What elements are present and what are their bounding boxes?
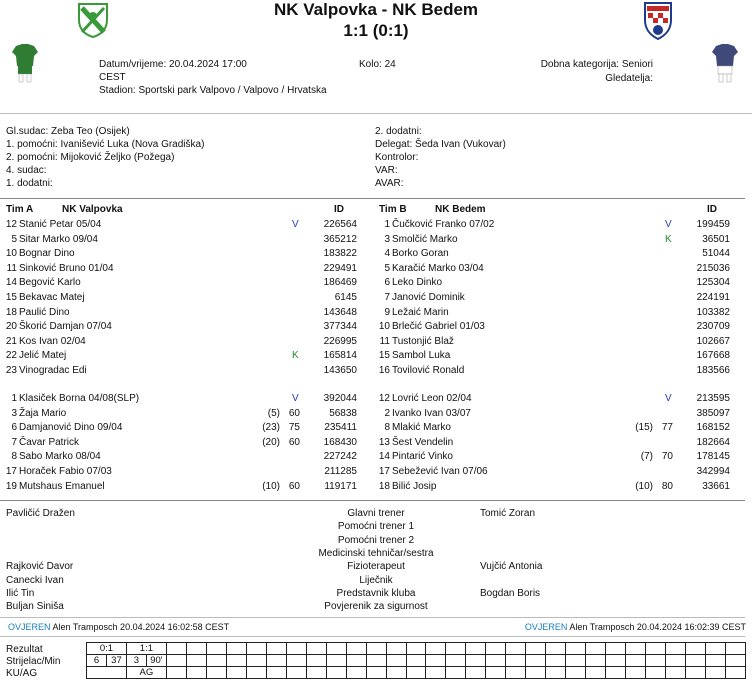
official-entry: 1. dodatni:: [6, 178, 53, 189]
goalkeeper-badge: V: [665, 393, 672, 404]
player-name: Vinogradac Edi: [19, 365, 87, 376]
empty-cell: [346, 655, 366, 667]
score-cell: 1:1: [126, 643, 166, 655]
player-id: 33661: [702, 480, 730, 492]
staff-role: Glavni trener: [347, 508, 405, 519]
player-number: 21: [5, 335, 17, 347]
empty-cell: [446, 643, 466, 655]
official-entry: Kontrolor:: [375, 152, 419, 163]
player-number: 2: [384, 407, 390, 419]
empty-cell: [546, 655, 566, 667]
empty-cell: [566, 643, 586, 655]
empty-cell: [706, 643, 726, 655]
staff-role: Liječnik: [359, 574, 393, 586]
empty-cell: [526, 655, 546, 667]
player-id: 183822: [323, 248, 357, 260]
player-number: 1: [384, 219, 390, 230]
empty-cell: [586, 667, 606, 679]
empty-cell: [386, 655, 406, 667]
player-name: Mlakić Marko: [392, 422, 451, 434]
goalkeeper-badge: V: [292, 219, 299, 230]
staff-away: Vujčić Antonia: [480, 561, 543, 573]
player-sub-for: (20): [262, 436, 280, 448]
empty-cell: [626, 643, 646, 655]
player-number: 12: [378, 393, 390, 404]
player-number: 7: [11, 436, 17, 448]
empty-cell: [286, 667, 306, 679]
empty-cell: [246, 655, 266, 667]
empty-cell: [346, 667, 366, 679]
empty-cell: [486, 667, 506, 679]
staff-home: Rajković Davor: [6, 561, 74, 573]
scorer-cell: 3: [126, 655, 146, 667]
team-b-name: NK Bedem: [435, 204, 486, 215]
player-id: 125304: [696, 277, 730, 289]
player-number: 11: [6, 262, 17, 274]
player-id: 103382: [696, 306, 730, 318]
player-name: Čavar Patrick: [19, 436, 80, 448]
divider: [0, 500, 745, 501]
player-name: Janović Dominik: [392, 292, 465, 303]
staff-home: Ilić Tin: [6, 587, 35, 599]
player-number: 3: [11, 407, 17, 419]
events-row: [87, 667, 746, 679]
player-name: Ležaić Marin: [392, 306, 449, 318]
player-sub-minute: 70: [661, 451, 673, 463]
away-crest: [643, 0, 673, 40]
empty-cell: [606, 667, 626, 679]
divider: [0, 198, 745, 199]
verification-right-status: OVJEREN: [524, 622, 568, 632]
player-name: Mutshaus Emanuel: [19, 480, 105, 492]
player-name: Bilić Josip: [392, 480, 437, 492]
team-b-id-header: ID: [707, 204, 717, 215]
empty-cell: [626, 655, 646, 667]
player-number: 3: [384, 233, 390, 245]
scorer-cell: 37: [106, 655, 126, 667]
player-name: Tustonjić Blaž: [392, 335, 454, 347]
player-name: Bekavac Matej: [19, 292, 85, 303]
empty-cell: [646, 655, 666, 667]
player-id: 226995: [323, 335, 357, 347]
player-number: 15: [378, 350, 390, 362]
match-datetime: Datum/vrijeme: 20.04.2024 17:00: [99, 59, 247, 70]
player-id: 102667: [696, 335, 730, 347]
player-number: 17: [5, 466, 17, 477]
divider: [0, 617, 745, 618]
player-name: Jelić Matej: [19, 350, 67, 362]
staff-role: Medicinski tehničar/sestra: [318, 547, 434, 559]
match-round: Kolo: 24: [359, 59, 396, 70]
empty-cell: [726, 643, 746, 655]
player-name: Stanić Petar 05/04: [19, 219, 102, 230]
player-number: 5: [11, 233, 17, 245]
player-number: 18: [378, 480, 390, 492]
goalkeeper-badge: V: [665, 219, 672, 230]
player-id: 183566: [696, 365, 730, 376]
match-spectators: Gledatelja:: [605, 73, 653, 84]
player-name: Sabo Marko 08/04: [19, 451, 101, 463]
player-id: 143648: [323, 306, 357, 318]
official-entry: AVAR:: [375, 178, 404, 189]
empty-cell: [446, 667, 466, 679]
empty-cell: [366, 655, 386, 667]
player-id: 365212: [323, 233, 357, 245]
player-id: 6145: [334, 292, 357, 303]
empty-cell: [406, 655, 426, 667]
team-a-name: NK Valpovka: [62, 204, 123, 215]
empty-cell: [566, 667, 586, 679]
captain-badge: K: [665, 233, 672, 245]
player-name: Pintarić Vinko: [392, 451, 453, 463]
empty-cell: [186, 643, 206, 655]
empty-cell: [486, 643, 506, 655]
player-number: 9: [384, 306, 390, 318]
player-id: 143650: [323, 365, 357, 376]
empty-cell: [426, 655, 446, 667]
player-sub-minute: 75: [288, 422, 300, 434]
empty-cell: [326, 643, 346, 655]
player-id: 167668: [696, 350, 730, 362]
player-number: 1: [11, 393, 17, 404]
empty-cell: [606, 655, 626, 667]
staff-role: Povjerenik za sigurnost: [324, 601, 428, 613]
player-number: 12: [5, 219, 17, 230]
empty-cell: [546, 667, 566, 679]
team-a-id-header: ID: [334, 204, 344, 215]
empty-cell: [286, 655, 306, 667]
empty-cell: [346, 643, 366, 655]
official-entry: 1. pomoćni: Ivanišević Luka (Nova Gradiška): [6, 139, 205, 150]
player-sub-for: (23): [262, 422, 280, 434]
player-id: 178145: [696, 451, 730, 463]
player-number: 6: [384, 277, 390, 289]
empty-cell: [706, 655, 726, 667]
player-number: 4: [384, 248, 390, 260]
score-cell: 0:1: [87, 643, 127, 655]
player-name: Sambol Luka: [392, 350, 451, 362]
official-entry: Gl.sudac: Zeba Teo (Osijek): [6, 126, 130, 137]
player-id: 226564: [323, 219, 357, 230]
staff-role: Predstavnik kluba: [336, 587, 416, 599]
away-kit-icon: [712, 44, 738, 87]
match-category: Dobna kategorija: Seniori: [540, 59, 653, 70]
player-id: 392044: [323, 393, 357, 404]
match-stadium: Stadion: Sportski park Valpovo / Valpovo / Hrvatska: [99, 85, 327, 96]
player-id: 56838: [329, 407, 357, 419]
divider: [0, 636, 745, 637]
player-name: Leko Dinko: [392, 277, 443, 289]
empty-cell: [306, 667, 326, 679]
player-number: 15: [5, 292, 17, 303]
player-name: Klasiček Borna 04/08(SLP): [19, 393, 140, 404]
empty-cell: [686, 655, 706, 667]
empty-cell: [246, 643, 266, 655]
empty-cell: [726, 667, 746, 679]
player-name: Karačić Marko 03/04: [392, 262, 484, 274]
empty-cell: [666, 655, 686, 667]
player-id: 377344: [323, 321, 357, 333]
player-id: 224191: [696, 292, 730, 303]
empty-cell: [166, 655, 186, 667]
empty-cell: [206, 643, 226, 655]
empty-cell: [686, 667, 706, 679]
player-name: Sebežević Ivan 07/06: [392, 466, 488, 477]
player-name: Čučković Franko 07/02: [392, 219, 495, 230]
ku-cell: AG: [126, 667, 166, 679]
empty-cell: [686, 643, 706, 655]
player-id: 51044: [702, 248, 730, 260]
player-name: Sitar Marko 09/04: [19, 233, 98, 245]
player-name: Sinković Bruno 01/04: [19, 262, 114, 274]
empty-cell: [306, 655, 326, 667]
empty-cell: [526, 643, 546, 655]
empty-cell: [326, 655, 346, 667]
events-label-score: Rezultat: [6, 644, 43, 655]
staff-away: Tomić Zoran: [480, 508, 536, 519]
player-number: 23: [5, 365, 17, 376]
player-number: 10: [5, 248, 17, 260]
empty-cell: [426, 643, 446, 655]
divider: [0, 113, 752, 114]
empty-cell: [466, 643, 486, 655]
empty-cell: [626, 667, 646, 679]
staff-role: Pomoćni trener 2: [337, 534, 415, 546]
empty-cell: [506, 667, 526, 679]
empty-cell: [386, 643, 406, 655]
goalkeeper-badge: V: [292, 393, 299, 404]
empty-cell: [726, 655, 746, 667]
events-label-scorer: Strijelac/Min: [6, 656, 61, 667]
empty-cell: [166, 667, 186, 679]
player-sub-minute: 60: [288, 480, 300, 492]
player-id: 182664: [696, 436, 730, 448]
player-id: 235411: [324, 422, 357, 434]
player-number: 8: [11, 451, 17, 463]
empty-cell: [166, 643, 186, 655]
player-id: 168430: [323, 436, 357, 448]
empty-cell: [566, 655, 586, 667]
official-entry: VAR:: [375, 165, 398, 176]
player-name: Lovrić Leon 02/04: [392, 393, 472, 404]
player-number: 8: [384, 422, 390, 434]
empty-cell: [386, 667, 406, 679]
match-timezone: CEST: [99, 72, 126, 83]
player-id: 385097: [696, 407, 730, 419]
player-name: Begović Karlo: [19, 277, 81, 289]
empty-cell: [546, 643, 566, 655]
player-id: 230709: [696, 321, 730, 333]
player-sub-for: (15): [635, 422, 653, 434]
player-id: 227242: [323, 451, 357, 463]
verification-left-status: OVJEREN: [8, 622, 51, 632]
empty-cell: [266, 667, 286, 679]
player-number: 22: [5, 350, 17, 362]
player-sub-minute: 80: [661, 480, 673, 492]
empty-cell: [646, 643, 666, 655]
home-kit-icon: [12, 44, 38, 87]
player-sub-minute: 77: [661, 422, 673, 434]
empty-cell: [586, 655, 606, 667]
empty-cell: [326, 667, 346, 679]
empty-cell: [506, 643, 526, 655]
player-number: 7: [384, 292, 390, 303]
player-id: 213595: [696, 393, 730, 404]
player-id: 119171: [324, 480, 357, 492]
player-number: 5: [384, 262, 390, 274]
player-sub-for: (10): [262, 480, 280, 492]
player-number: 6: [11, 422, 17, 434]
official-entry: 4. sudac:: [6, 165, 47, 176]
player-name: Ivanko Ivan 03/07: [392, 407, 471, 419]
player-name: Borko Goran: [392, 248, 449, 260]
empty-cell: [666, 643, 686, 655]
player-name: Tovilović Ronald: [392, 365, 465, 376]
player-id: 215036: [696, 262, 730, 274]
player-sub-minute: 60: [288, 407, 300, 419]
home-crest: [76, 2, 110, 38]
empty-cell: [266, 643, 286, 655]
player-name: Paulić Dino: [19, 306, 70, 318]
player-id: 165814: [323, 350, 357, 362]
player-sub-for: (10): [635, 480, 653, 492]
player-name: Šest Vendelin: [392, 436, 454, 448]
empty-cell: [446, 655, 466, 667]
empty-cell: [266, 655, 286, 667]
player-sub-minute: 60: [288, 436, 300, 448]
empty-cell: [366, 667, 386, 679]
match-title: NK Valpovka - NK Bedem: [273, 0, 479, 19]
empty-cell: [246, 667, 266, 679]
verification-left-text: Alen Tramposch 20.04.2024 16:02:58 CEST: [52, 622, 230, 632]
empty-cell: [206, 667, 226, 679]
official-entry: 2. dodatni:: [375, 126, 422, 137]
player-number: 17: [378, 466, 390, 477]
verification-right-text: Alen Tramposch 20.04.2024 16:02:39 CEST: [569, 622, 746, 632]
staff-home: Canecki Ivan: [6, 574, 64, 586]
team-b-label: Tim B: [379, 204, 407, 215]
empty-cell: [646, 667, 666, 679]
player-number: 18: [5, 306, 17, 318]
player-number: 20: [5, 321, 17, 333]
empty-cell: [606, 643, 626, 655]
match-score: 1:1 (0:1): [343, 21, 409, 40]
events-label-ku: KU/AG: [6, 668, 38, 679]
player-name: Brlečić Gabriel 01/03: [392, 321, 485, 333]
empty-cell: [706, 667, 726, 679]
verification-left: [8, 622, 229, 632]
player-sub-for: (7): [640, 451, 653, 463]
player-number: 19: [5, 480, 17, 492]
staff-role: Pomoćni trener 1: [337, 521, 415, 533]
events-row: [87, 655, 746, 667]
official-entry: Delegat: Šeda Ivan (Vukovar): [375, 139, 506, 150]
player-number: 13: [378, 436, 390, 448]
empty-cell: [226, 643, 246, 655]
empty-cell: [366, 643, 386, 655]
player-id: 342994: [696, 466, 730, 477]
empty-cell: [186, 655, 206, 667]
empty-cell: [586, 643, 606, 655]
player-name: Bognar Dino: [19, 248, 75, 260]
player-name: Kos Ivan 02/04: [19, 335, 86, 347]
empty-cell: [226, 667, 246, 679]
empty-cell: [666, 667, 686, 679]
empty-cell: [87, 667, 127, 679]
player-name: Damjanović Dino 09/04: [19, 422, 123, 434]
player-id: 211285: [324, 466, 357, 477]
empty-cell: [306, 643, 326, 655]
empty-cell: [526, 667, 546, 679]
empty-cell: [406, 643, 426, 655]
staff-home: Pavličić Dražen: [6, 508, 75, 519]
events-grid: [86, 642, 746, 679]
player-id: 36501: [702, 233, 730, 245]
player-name: Horaček Fabio 07/03: [19, 466, 112, 477]
player-name: Smolčić Marko: [392, 233, 458, 245]
team-a-label: Tim A: [6, 204, 34, 215]
player-number: 11: [379, 335, 390, 347]
player-name: Žaja Mario: [19, 407, 67, 419]
scorer-cell: 90': [146, 655, 166, 667]
player-sub-for: (5): [267, 407, 280, 419]
empty-cell: [206, 655, 226, 667]
official-entry: 2. pomoćni: Mijoković Željko (Požega): [6, 152, 175, 163]
player-name: Škorić Damjan 07/04: [19, 321, 112, 333]
empty-cell: [466, 667, 486, 679]
player-number: 10: [378, 321, 390, 333]
events-row: [87, 643, 746, 655]
player-id: 168152: [696, 422, 730, 434]
empty-cell: [286, 643, 306, 655]
empty-cell: [226, 655, 246, 667]
empty-cell: [426, 667, 446, 679]
empty-cell: [506, 655, 526, 667]
empty-cell: [486, 655, 506, 667]
empty-cell: [186, 667, 206, 679]
staff-away: Bogdan Boris: [480, 587, 541, 599]
verification-right: [525, 622, 746, 632]
staff-role: Fizioterapeut: [347, 561, 405, 573]
player-number: 14: [5, 277, 17, 289]
empty-cell: [406, 667, 426, 679]
empty-cell: [466, 655, 486, 667]
scorer-cell: 6: [87, 655, 107, 667]
captain-badge: K: [292, 350, 299, 362]
staff-home: Buljan Siniša: [6, 601, 64, 613]
player-id: 186469: [323, 277, 357, 289]
player-number: 16: [378, 365, 390, 376]
player-number: 14: [378, 451, 390, 463]
player-id: 199459: [696, 219, 730, 230]
player-id: 229491: [323, 262, 357, 274]
